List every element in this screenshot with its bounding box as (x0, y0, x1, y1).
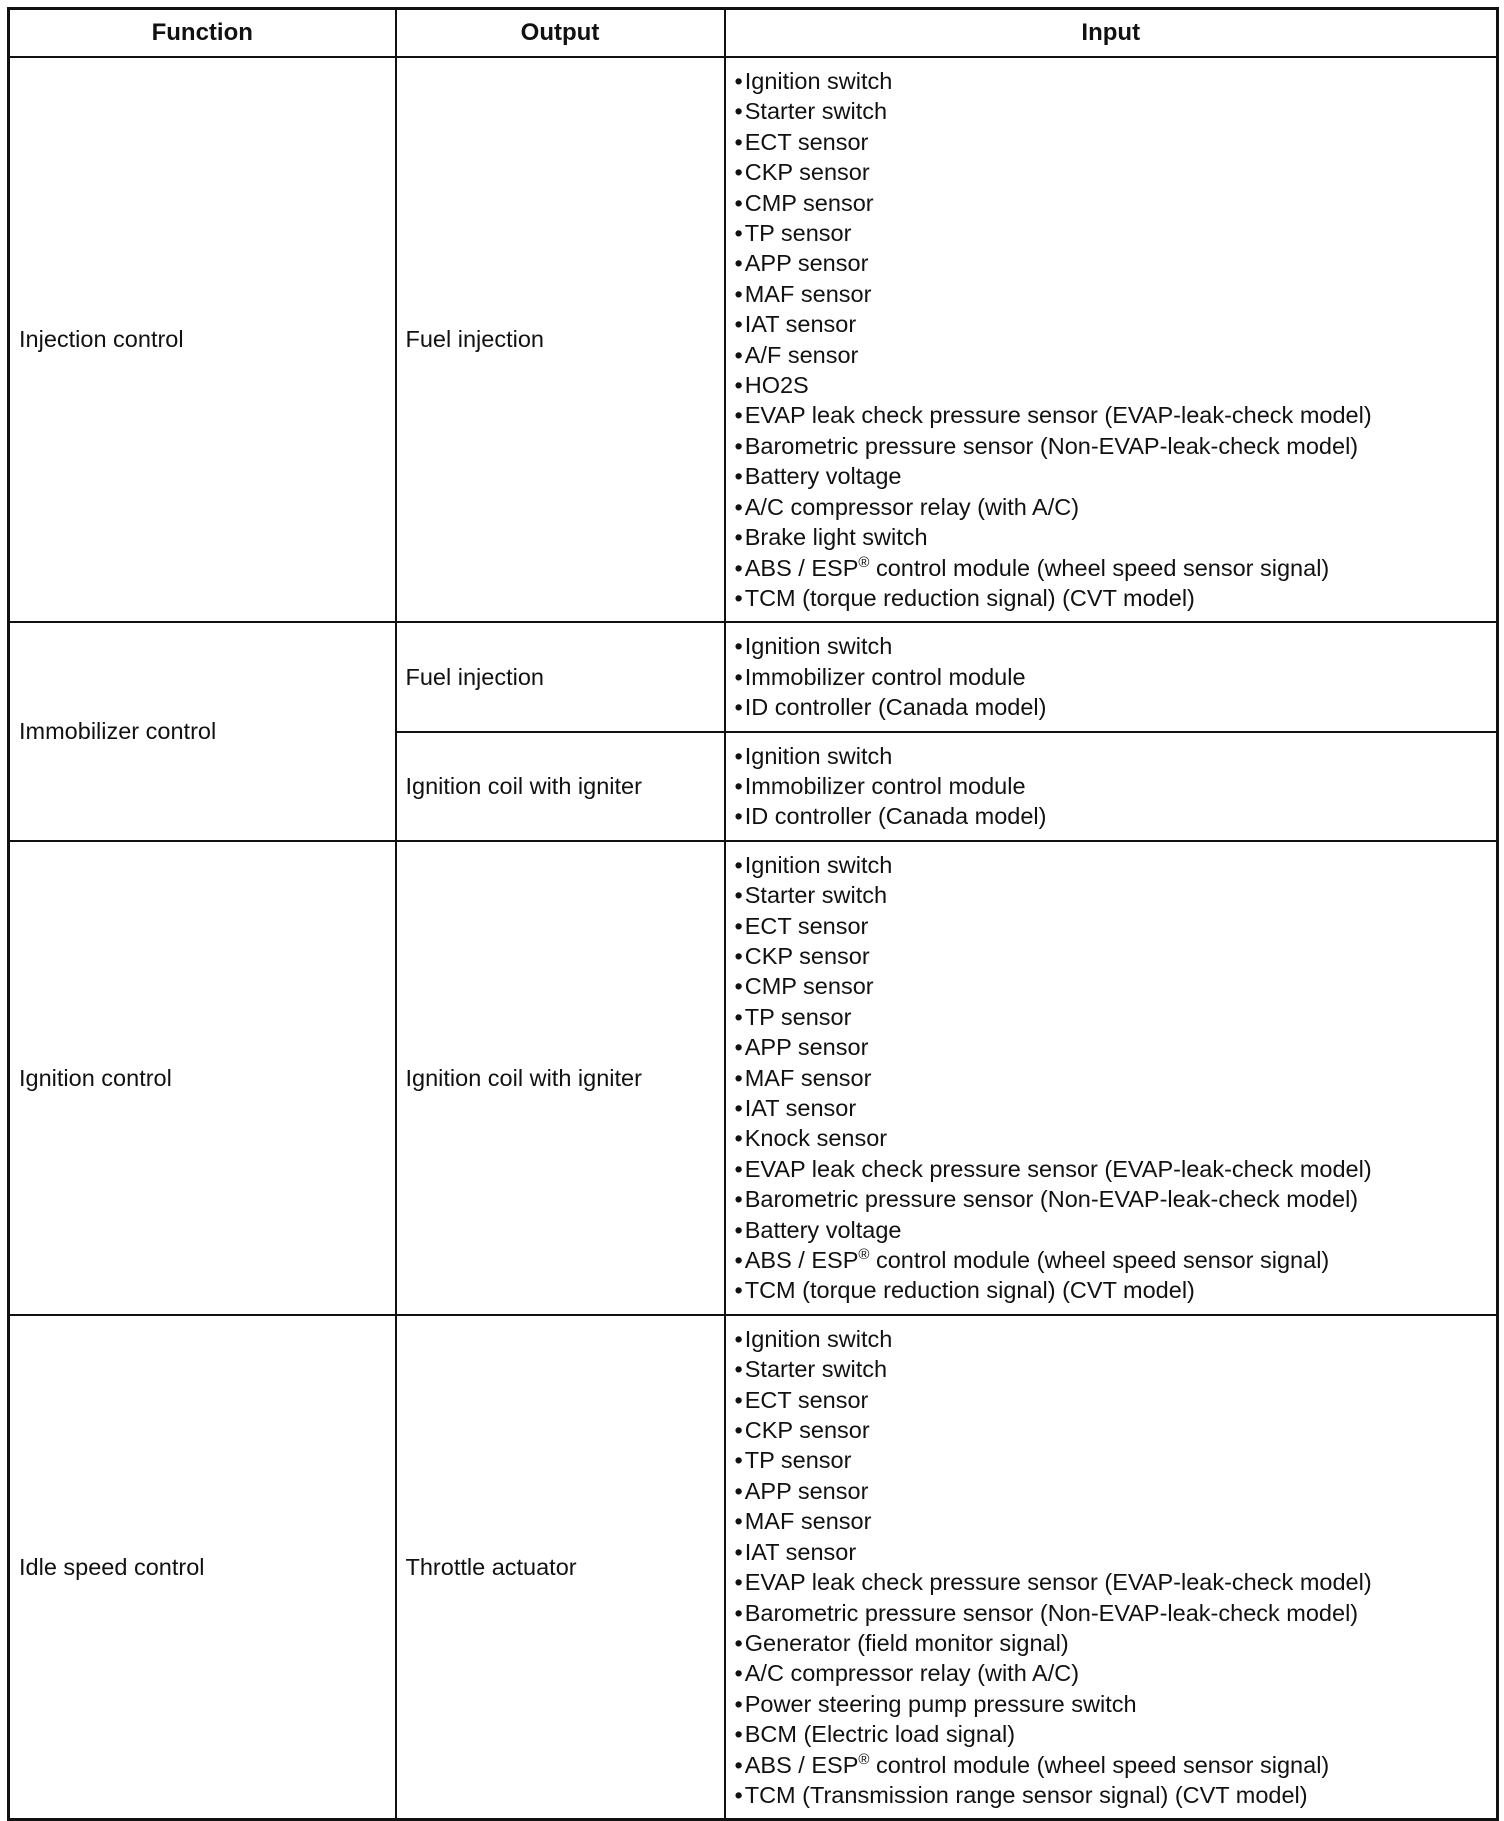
header-input: Input (725, 9, 1498, 58)
input-list-item: • Battery voltage (735, 461, 1488, 491)
input-list-item: • APP sensor (735, 248, 1488, 278)
input-list-item: • ABS / ESP® control module (wheel speed sensor signal) (735, 553, 1488, 583)
input-list-item: • Starter switch (735, 880, 1488, 910)
input-list-item: • Knock sensor (735, 1123, 1488, 1153)
table-row (9, 57, 1498, 622)
input-list-item: • A/C compressor relay (with A/C) (735, 492, 1488, 522)
input-list-item: • A/F sensor (735, 340, 1488, 370)
input-list-item: • CKP sensor (735, 157, 1488, 187)
input-list-item: • A/C compressor relay (with A/C) (735, 1658, 1488, 1688)
input-list-item: • Ignition switch (735, 850, 1488, 880)
table-body (9, 57, 1498, 1820)
input-list-item: • ID controller (Canada model) (735, 801, 1488, 831)
input-list-item: • IAT sensor (735, 1537, 1488, 1567)
input-list-item: • MAF sensor (735, 279, 1488, 309)
input-list-item: • ABS / ESP® control module (wheel speed sensor signal) (735, 1245, 1488, 1275)
input-list-item: • TCM (torque reduction signal) (CVT model) (735, 1275, 1488, 1305)
input-list-item: • Power steering pump pressure switch (735, 1689, 1488, 1719)
input-cell (725, 1315, 1498, 1820)
input-list-item: • MAF sensor (735, 1063, 1488, 1093)
input-list (735, 631, 1488, 722)
input-list-item: • Starter switch (735, 96, 1488, 126)
input-list-item: • ECT sensor (735, 1385, 1488, 1415)
output-cell: Ignition coil with igniter (396, 732, 725, 841)
function-cell-ignition-control: Ignition control (9, 841, 396, 1315)
input-list-item: • IAT sensor (735, 1093, 1488, 1123)
input-cell (725, 732, 1498, 841)
input-list-item: • IAT sensor (735, 309, 1488, 339)
output-cell: Fuel injection (396, 57, 725, 622)
input-list-item: • EVAP leak check pressure sensor (EVAP-leak-check model) (735, 1567, 1488, 1597)
input-list-item: • Generator (field monitor signal) (735, 1628, 1488, 1658)
table-row (9, 841, 1498, 1315)
input-list-item: • Starter switch (735, 1354, 1488, 1384)
function-cell-immobilizer-control: Immobilizer control (9, 622, 396, 840)
input-list-item: • Brake light switch (735, 522, 1488, 552)
input-list-item: • EVAP leak check pressure sensor (EVAP-leak-check model) (735, 400, 1488, 430)
control-function-table (7, 7, 1499, 1821)
input-cell (725, 57, 1498, 622)
header-row (9, 9, 1498, 58)
input-list (735, 66, 1488, 613)
input-list-item: • TP sensor (735, 1002, 1488, 1032)
input-list-item: • APP sensor (735, 1476, 1488, 1506)
input-list-item: • HO2S (735, 370, 1488, 400)
input-list (735, 1324, 1488, 1811)
input-list-item: • ECT sensor (735, 911, 1488, 941)
header-output: Output (396, 9, 725, 58)
table-row (9, 622, 1498, 731)
input-list-item: • TCM (Transmission range sensor signal) (CVT model) (735, 1780, 1488, 1810)
input-list-item: • CMP sensor (735, 971, 1488, 1001)
input-list-item: • Immobilizer control module (735, 771, 1488, 801)
input-list-item: • Ignition switch (735, 1324, 1488, 1354)
input-list-item: • ECT sensor (735, 127, 1488, 157)
input-list-item: • TP sensor (735, 218, 1488, 248)
input-cell (725, 841, 1498, 1315)
function-cell-idle-speed-control: Idle speed control (9, 1315, 396, 1820)
output-cell: Ignition coil with igniter (396, 841, 725, 1315)
input-list-item: • MAF sensor (735, 1506, 1488, 1536)
input-list-item: • Ignition switch (735, 66, 1488, 96)
output-cell: Fuel injection (396, 622, 725, 731)
input-list-item: • Ignition switch (735, 631, 1488, 661)
input-cell (725, 622, 1498, 731)
input-list-item: • Immobilizer control module (735, 662, 1488, 692)
input-list-item: • APP sensor (735, 1032, 1488, 1062)
input-list-item: • Barometric pressure sensor (Non-EVAP-leak-check model) (735, 1184, 1488, 1214)
input-list-item: • TP sensor (735, 1445, 1488, 1475)
input-list-item: • TCM (torque reduction signal) (CVT model) (735, 583, 1488, 613)
input-list (735, 850, 1488, 1306)
input-list-item: • CKP sensor (735, 941, 1488, 971)
input-list-item: • BCM (Electric load signal) (735, 1719, 1488, 1749)
input-list-item: • EVAP leak check pressure sensor (EVAP-leak-check model) (735, 1154, 1488, 1184)
table-row (9, 1315, 1498, 1820)
header-function: Function (9, 9, 396, 58)
input-list-item: • ABS / ESP® control module (wheel speed sensor signal) (735, 1750, 1488, 1780)
input-list-item: • CMP sensor (735, 188, 1488, 218)
input-list-item: • CKP sensor (735, 1415, 1488, 1445)
function-cell-injection-control: Injection control (9, 57, 396, 622)
input-list-item: • Ignition switch (735, 741, 1488, 771)
input-list-item: • Battery voltage (735, 1215, 1488, 1245)
input-list-item: • Barometric pressure sensor (Non-EVAP-leak-check model) (735, 431, 1488, 461)
table-header (9, 9, 1498, 58)
input-list (735, 741, 1488, 832)
input-list-item: • ID controller (Canada model) (735, 692, 1488, 722)
output-cell: Throttle actuator (396, 1315, 725, 1820)
input-list-item: • Barometric pressure sensor (Non-EVAP-leak-check model) (735, 1598, 1488, 1628)
